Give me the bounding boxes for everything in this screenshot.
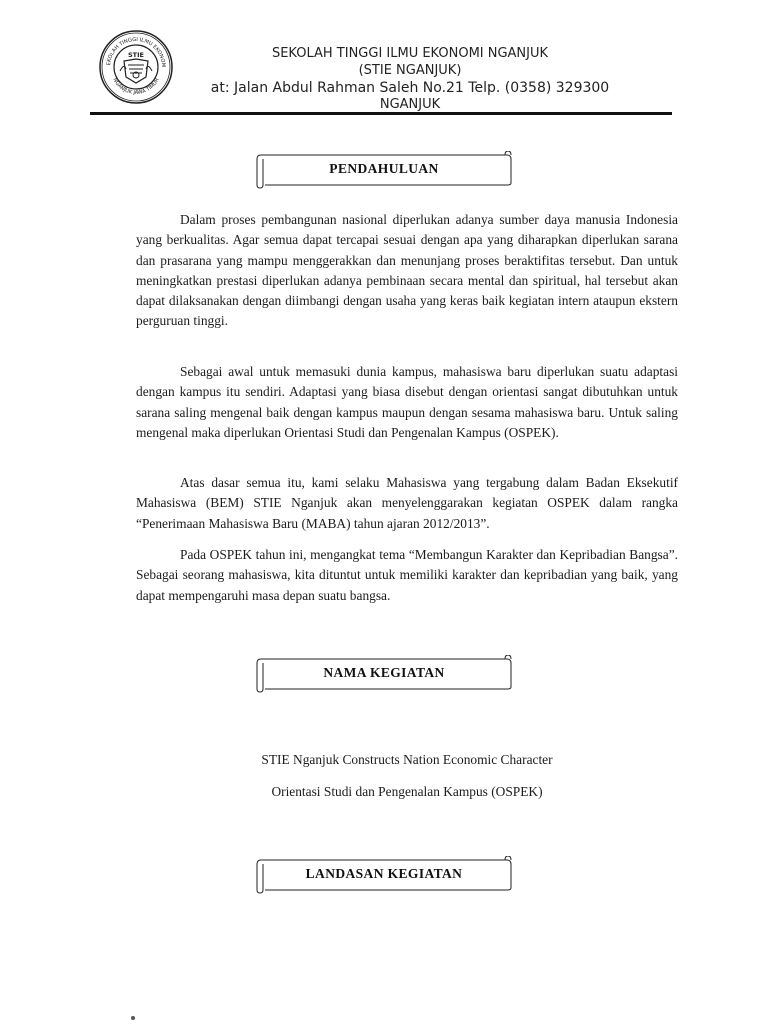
- page-mark: [131, 1016, 135, 1020]
- activity-title-indonesian: Orientasi Studi dan Pengenalan Kampus (OSPEK): [271, 784, 543, 799]
- paragraph-3: Atas dasar semua itu, kami selaku Mahasiswa yang tergabung dalam Badan Eksekutif Mahasiswa (BEM) STIE Nganjuk akan menyelenggarakan kegiatan OSPEK dalam rangka “Penerimaan Mahasiswa Baru (MABA) tahun ajaran 2012/2013”.: [136, 475, 678, 531]
- paragraph-4: Pada OSPEK tahun ini, mengangkat tema “Membangun Karakter dan Kepribadian Bangsa”. Sebagai seorang mahasiswa, kita dituntut untuk memiliki karakter dan kepribadian yang baik, yang dapat mempengaruhi masa depan suatu bangsa.: [136, 547, 678, 603]
- section-banner-intro: [255, 151, 513, 189]
- school-city: NGANJUK: [379, 97, 441, 112]
- section-heading-name: NAMA KEGIATAN: [323, 665, 445, 680]
- school-address: at: Jalan Abdul Rahman Saleh No.21 Telp. (0358) 329300: [210, 80, 610, 96]
- activity-title-english: STIE Nganjuk Constructs Nation Economic Character: [261, 752, 553, 767]
- paragraph-2: Sebagai awal untuk memasuki dunia kampus, mahasiswa baru diperlukan suatu adaptasi dengan kampus itu sendiri. Adaptasi yang biasa disebut dengan orientasi sangat dibutuhkan untuk sarana saling mengenal baik dengan kampus maupun dengan sesama mahasiswa baru. Untuk saling mengenal maka diperlukan Orientasi Studi dan Pengenalan Kampus (OSPEK).: [136, 364, 678, 440]
- section-heading-basis: LANDASAN KEGIATAN: [305, 866, 463, 881]
- school-name: SEKOLAH TINGGI ILMU EKONOMI NGANJUK: [271, 46, 549, 61]
- svg-text:STIE: STIE: [128, 51, 144, 59]
- school-abbreviation: (STIE NGANJUK): [358, 63, 462, 78]
- paragraph-1: Dalam proses pembangunan nasional diperlukan adanya sumber daya manusia Indonesia yang berkualitas. Agar semua dapat tercapai sesuai dengan apa yang diharapkan diperlukan sarana dan prasarana yang mampu menggerakkan dan menunjang proses beraktifitas tersebut. Dan untuk meningkatkan prestasi diperlukan adanya pembinaan secara mental dan spiritual, hal tersebut akan dapat dilaksanakan dengan diimbangi dengan usaha yang keras baik kegiatan intern ataupun ekstern perguruan tinggi.: [136, 212, 678, 329]
- section-banner-basis: [255, 856, 513, 894]
- section-banner-name: [255, 655, 513, 693]
- letterhead-divider: [90, 112, 672, 115]
- svg-text:NGANJUK JAWA TIMUR: NGANJUK JAWA TIMUR: [111, 77, 161, 97]
- section-heading-intro: PENDAHULUAN: [329, 161, 439, 176]
- svg-text:SEKOLAH TINGGI ILMU EKONOMI: EKOLAH TINGGI ILMU EKONOM: [106, 36, 167, 68]
